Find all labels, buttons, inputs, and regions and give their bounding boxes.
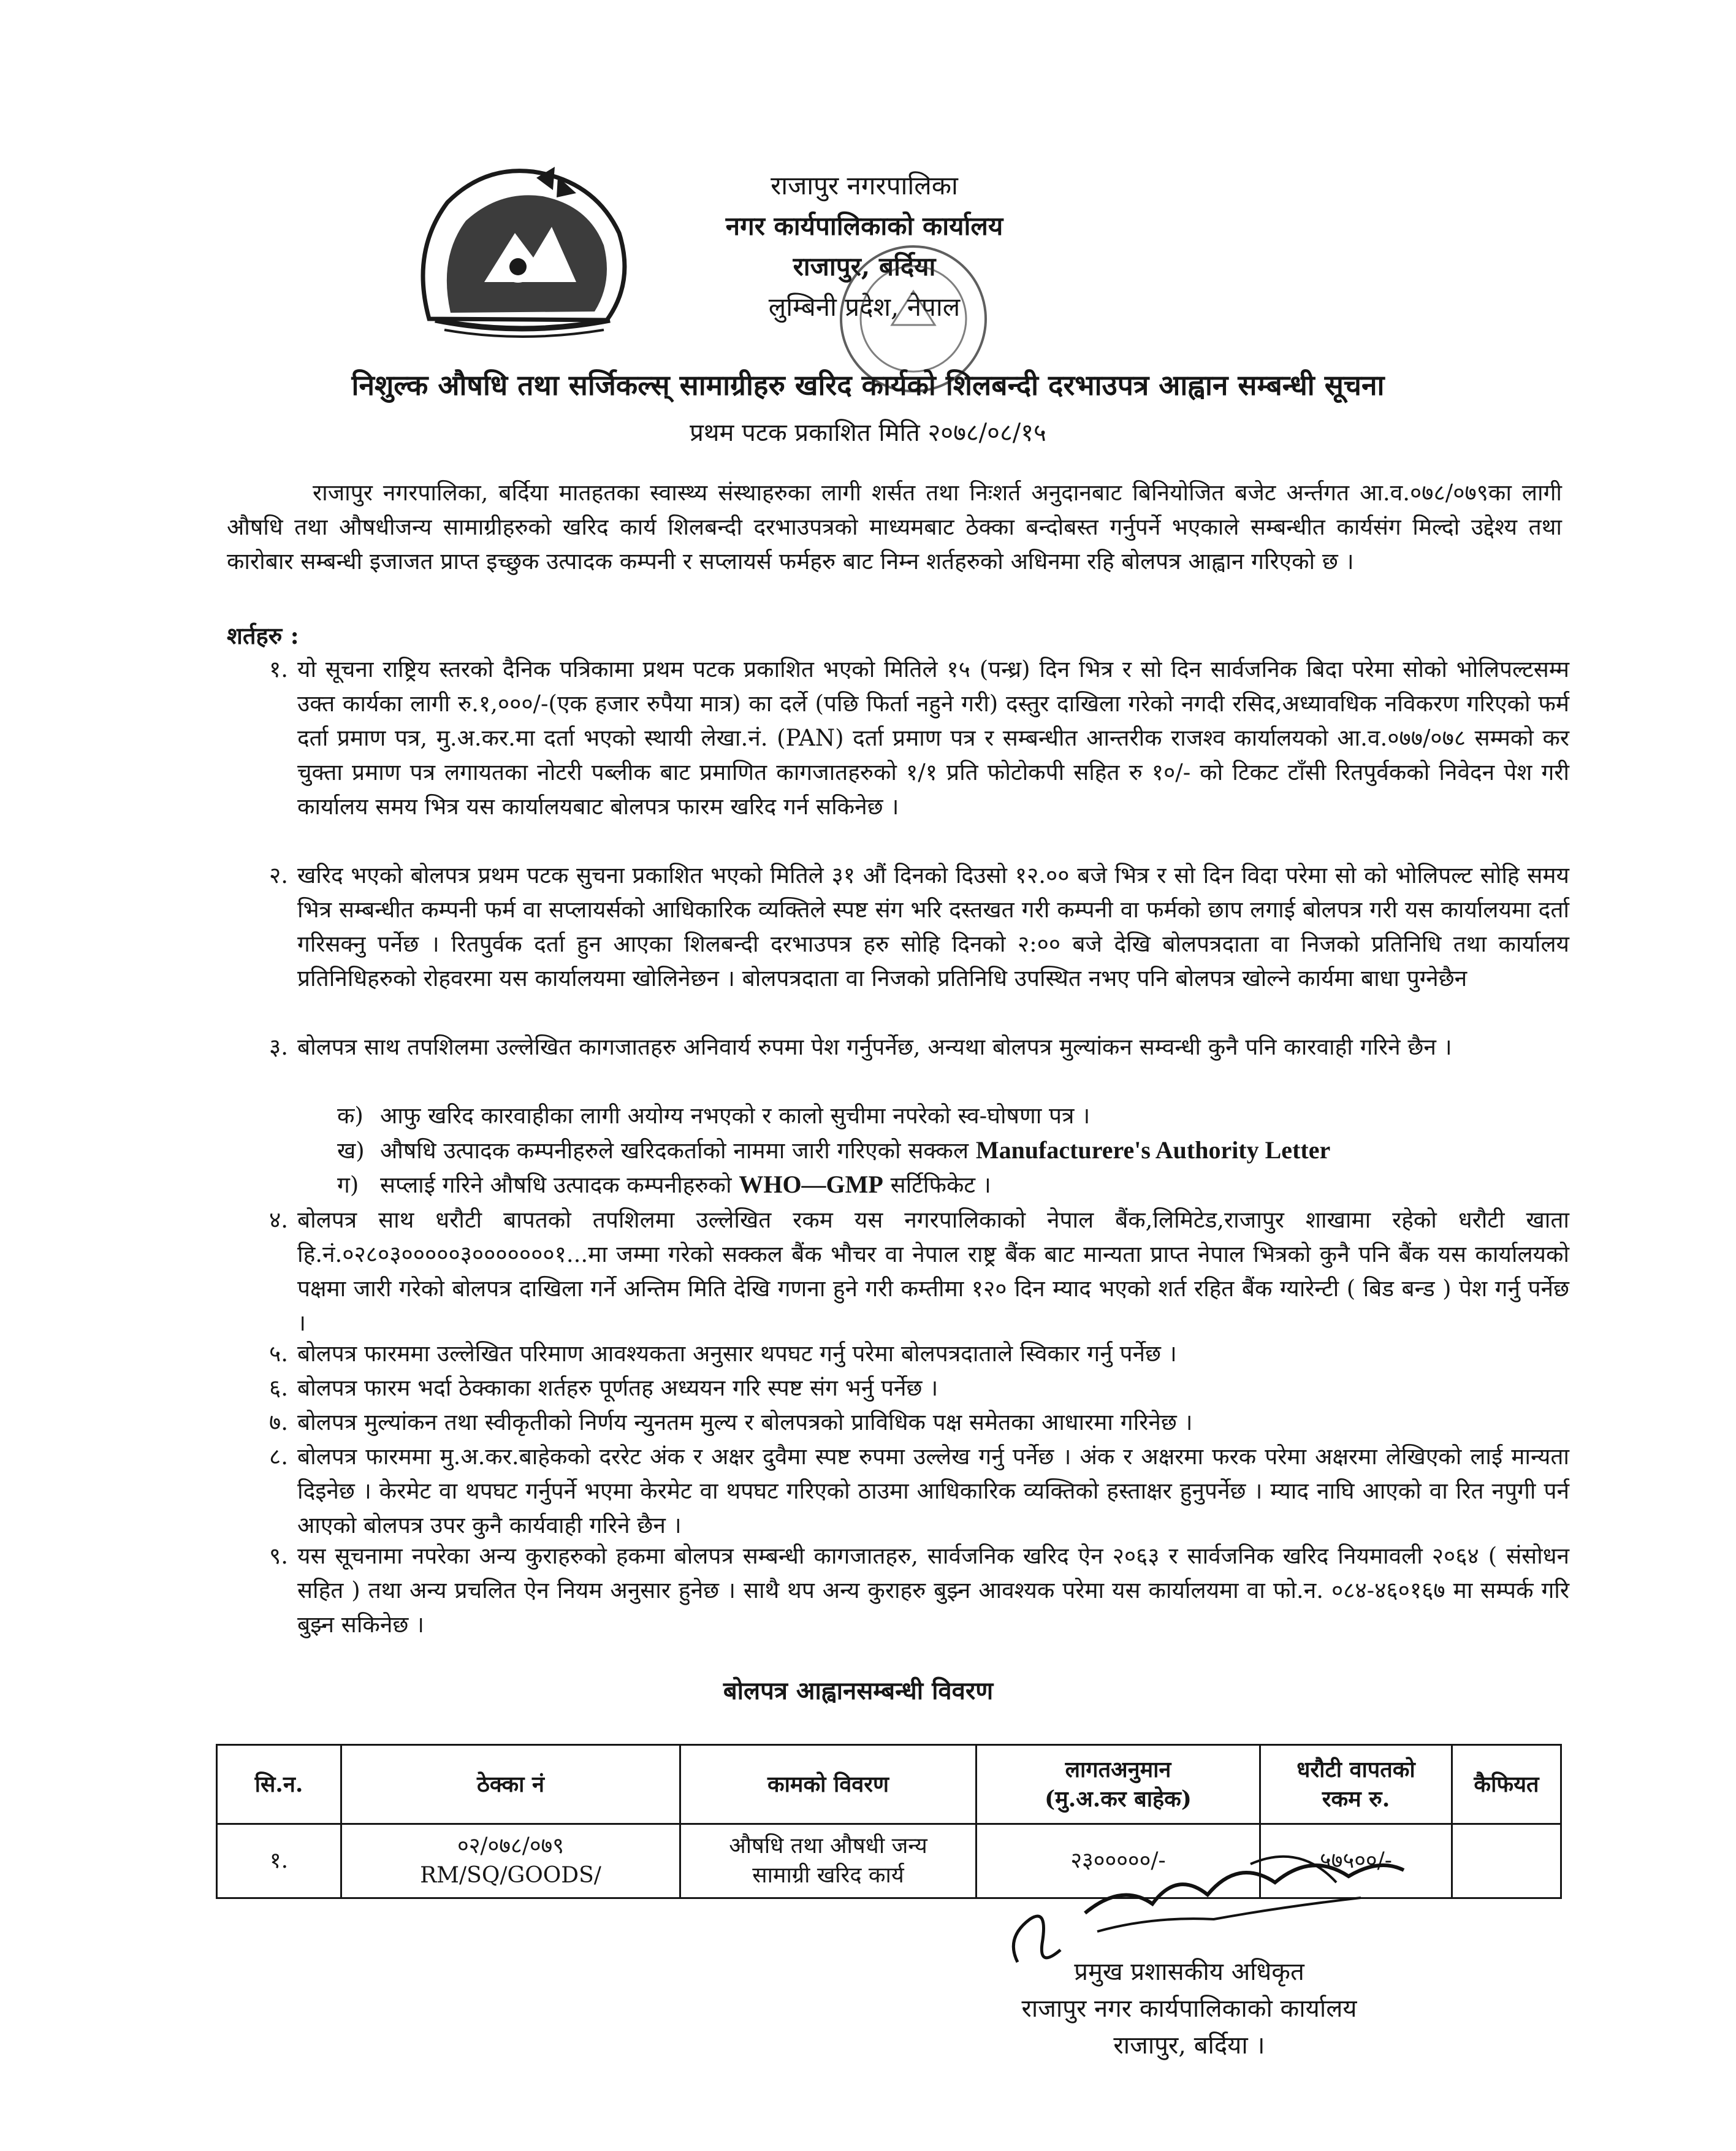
- condition-text: बोलपत्र फारममा उल्लेखित परिमाण आवश्यकता अनुसार थपघट गर्नु परेमा बोलपत्रदाताले स्विकार गर्नु पर्नेछ ।: [297, 1340, 1177, 1367]
- condition-text: खरिद भएको बोलपत्र प्रथम पटक सुचना प्रकाशित भएको मितिले ३१ औं दिनको दिउसो १२.०० बजे भित्र र सो दिन विदा परेमा सो को भोलिपल्ट सोहि समय भित्र सम्बन्धीत कम्पनी फर्म वा सप्लायर्सको आधिकारिक व्यक्तिले स्पष्ट संग भरि दस्तखत गरी कम्पनी वा फर्मको छाप लगाई बोलपत्र गरी यस कार्यालयमा दर्ता गरिसक्नु पर्नेछ । रितपुर्वक दर्ता हुन आएका शिलबन्दी दरभाउपत्र हरु सोहि दिनको २:०० बजे देखि बोलपत्रदाता वा निजको प्रतिनिधि तथा कार्यालय प्रतिनिधिहरुको रोहवरमा यस कार्यालयमा खोलिनेछन । बोलपत्रदाता वा निजको प्रतिनिधि उपस्थित नभए पनि बोलपत्र खोल्ने कार्यमा बाधा पुग्नेछैन: [297, 862, 1569, 991]
- municipality-name: राजापुर नगरपालिका: [771, 170, 958, 201]
- sub-item-latin: Manufacturere's Authority Letter: [975, 1136, 1331, 1164]
- column-header: कामको विवरण: [680, 1745, 976, 1824]
- condition-item: [239, 1539, 1569, 1642]
- column-header: ठेक्का नं: [341, 1745, 680, 1824]
- office-name: नगर कार्यपालिकाको कार्यालय: [725, 211, 1003, 241]
- condition-number: ९.: [268, 1543, 288, 1569]
- table-cell: ०२/०७८/०७९ RM/SQ/GOODS/: [341, 1824, 680, 1898]
- column-header: लागतअनुमान (मु.अ.कर बाहेक): [976, 1745, 1260, 1824]
- sub-item-text: आफु खरिद कारवाहीका लागी अयोग्य नभएको र कालो सुचीमा नपरेको स्व-घोषणा पत्र ।: [380, 1102, 1091, 1129]
- sub-item: [337, 1099, 1563, 1133]
- sub-item-latin: WHO—GMP: [739, 1171, 883, 1198]
- condition-item: [239, 652, 1569, 824]
- section-title: बोलपत्र आह्वानसम्बन्धी विवरण: [723, 1676, 994, 1705]
- condition-item: [239, 1440, 1569, 1543]
- condition-number: ३.: [268, 1034, 288, 1060]
- condition-text: बोलपत्र साथ धरौटी बापतको तपशिलमा उल्लेखित रकम यस नगरपालिकाको नेपाल बैंक,लिमिटेड,राजापुर शाखामा रहेको धरौटी खाता हि.नं.०२८०३०००००३०००००००१...मा जम्मा गरेको सक्कल बैंक भौचर वा नेपाल राष्ट्र बैंक बाट मान्यता प्राप्त नेपाल भित्रको कुनै पनि बैंक यस कार्यालयको पक्षमा जारी गरेको बोलपत्र दाखिला गर्ने अन्तिम मिति देखि गणना हुने गरी कम्तीमा १२० दिन म्याद भएको शर्त रहित बैंक ग्यारेन्टी ( बिड बन्ड ) पेश गर्नु पर्नेछ ।: [297, 1207, 1569, 1336]
- column-header: सि.न.: [217, 1745, 341, 1824]
- sub-item-text: औषधि उत्पादक कम्पनीहरुले खरिदकर्ताको नाममा जारी गरिएको सक्कल: [380, 1137, 976, 1164]
- office-location: राजापुर, बर्दिया: [793, 251, 936, 281]
- condition-text: बोलपत्र साथ तपशिलमा उल्लेखित कागजातहरु अनिवार्य रुपमा पेश गर्नुपर्नेछ, अन्यथा बोलपत्र मुल्यांकन सम्वन्धी कुनै पनि कारवाही गरिने छैन ।: [297, 1034, 1452, 1060]
- condition-item: [239, 1371, 1569, 1405]
- sub-item-suffix: सर्टिफिकेट ।: [883, 1172, 991, 1198]
- office-province: लुम्बिनी प्रदेश, नेपाल: [768, 292, 961, 322]
- condition-text: बोलपत्र फारममा मु.अ.कर.बाहेकको दररेट अंक र अक्षर दुवैमा स्पष्ट रुपमा उल्लेख गर्नु पर्नेछ । अंक र अक्षरमा फरक परेमा अक्षरमा लेखिएको लाई मान्यता दिइनेछ । केरमेट वा थपघट गर्नुपर्ने भएमा केरमेट वा थपघट गरिएको ठाउमा आधिकारिक व्यक्तिको हस्ताक्षर हुनुपर्नेछ । म्याद नाघि आएको वा रित नपुगी पर्न आएको बोलपत्र उपर कुनै कार्यवाही गरिने छैन ।: [297, 1443, 1569, 1538]
- signer-place: राजापुर, बर्दिया ।: [1113, 2031, 1265, 2060]
- condition-number: १.: [268, 656, 288, 682]
- condition-number: ६.: [268, 1375, 288, 1401]
- table-cell: [1452, 1824, 1561, 1898]
- condition-text: यस सूचनामा नपरेका अन्य कुराहरुको हकमा बोलपत्र सम्बन्धी कागजातहरु, सार्वजनिक खरिद ऐन २०६३ र सार्वजनिक खरिद नियमावली २०६४ ( संसोधन सहित ) तथा अन्य प्रचलित ऐन नियम अनुसार हुनेछ । साथै थप अन्य कुराहरु बुझ्न आवश्यक परेमा यस कार्यालयमा वा फो.न. ०८४-४६०१६७ मा सम्पर्क गरि बुझ्न सकिनेछ ।: [297, 1543, 1569, 1638]
- table-cell: १.: [217, 1824, 341, 1898]
- condition-item: [239, 1203, 1569, 1340]
- table-cell: २३०००००/-: [976, 1824, 1260, 1898]
- sub-item: [337, 1167, 1563, 1202]
- signer-office: राजापुर नगर कार्यपालिकाको कार्यालय: [1021, 1995, 1357, 2023]
- condition-item: [239, 1337, 1569, 1371]
- column-header: धरौटी वापतको रकम रु.: [1260, 1745, 1452, 1824]
- signer-designation: प्रमुख प्रशासकीय अधिकृत: [1074, 1958, 1304, 1986]
- sub-item-label: ग): [337, 1172, 359, 1198]
- condition-number: ८.: [268, 1443, 288, 1470]
- sub-item: [337, 1133, 1563, 1168]
- publication-date: प्रथम पटक प्रकाशित मिति २०७८/०८/१५: [690, 419, 1046, 447]
- condition-text: बोलपत्र मुल्यांकन तथा स्वीकृतीको निर्णय न्युनतम मुल्य र बोलपत्रको प्राविधिक पक्ष समेतका आधारमा गरिनेछ ।: [297, 1409, 1193, 1435]
- condition-text: यो सूचना राष्ट्रिय स्तरको दैनिक पत्रिकामा प्रथम पटक प्रकाशित भएको मितिले १५ (पन्ध्र) दिन भित्र र सो दिन सार्वजनिक बिदा परेमा सोको भोलिपल्टसम्म उक्त कार्यका लागी रु.१,०००/-(एक हजार रुपैया मात्र) का दर्ले (पछि फिर्ता नहुने गरी) दस्तुर दाखिला गरेको नगदी रसिद,अध्यावधिक नविकरण गरिएको फर्म दर्ता प्रमाण पत्र, मु.अ.कर.मा दर्ता भएको स्थायी लेखा.नं. (PAN) दर्ता प्रमाण पत्र र सम्बन्धीत आन्तरीक राजश्व कार्यालयको आ.व.०७७/०७८ सम्मको कर चुक्ता प्रमाण पत्र लगायतका नोटरी पब्लीक बाट प्रमाणित कागजातहरुको १/१ प्रति फोटोकपी सहित रु १०/- को टिकट टाँसी रितपुर्वकको निवेदन पेश गरी कार्यालय समय भित्र यस कार्यालयबाट बोलपत्र फारम खरिद गर्न सकिनेछ ।: [297, 656, 1569, 820]
- condition-item: [239, 858, 1569, 996]
- intro-paragraph: राजापुर नगरपालिका, बर्दिया मातहतका स्वास्थ्य संस्थाहरुका लागी शर्सत तथा निःशर्त अनुदानबाट बिनियोजित बजेट अर्न्तगत आ.व.०७८/०७९का लागी औषधि तथा औषधीजन्य सामाग्रीहरुको खरिद कार्य शिलबन्दी दरभाउपत्रको माध्यमबाट ठेक्का बन्दोबस्त गर्नुपर्ने भएकाले सम्बन्धीत कार्यसंग मिल्दो उद्देश्य तथा कारोबार सम्बन्धी इजाजत प्राप्त इच्छुक उत्पादक कम्पनी र सप्लायर्स फर्महरु बाट निम्न शर्तहरुको अधिनमा रहि बोलपत्र आह्वान गरिएको छ ।: [227, 479, 1562, 575]
- notice-title: निशुल्क औषधि तथा सर्जिकल्स् सामाग्रीहरु खरिद कार्यको शिलबन्दी दरभाउपत्र आह्वान सम्बन्धी सूचना: [351, 369, 1385, 402]
- condition-number: ४.: [268, 1207, 288, 1233]
- sub-item-label: क): [337, 1102, 364, 1129]
- sub-item-text: सप्लाई गरिने औषधि उत्पादक कम्पनीहरुको: [380, 1172, 739, 1198]
- column-header: कैफियत: [1452, 1745, 1561, 1824]
- signer-block: [956, 1954, 1422, 2064]
- table-header-row: [217, 1745, 1561, 1824]
- condition-number: २.: [268, 862, 288, 888]
- nepal-emblem-icon: [392, 159, 650, 343]
- table-cell: ५७५००/-: [1260, 1824, 1452, 1898]
- condition-item: [239, 1030, 1569, 1064]
- condition-text: बोलपत्र फारम भर्दा ठेक्काका शर्तहरु पूर्णतह अध्ययन गरि स्पष्ट संग भर्नु पर्नेछ ।: [297, 1375, 938, 1401]
- sub-item-label: ख): [337, 1137, 365, 1164]
- condition-number: ५.: [268, 1340, 288, 1367]
- condition-item: [239, 1405, 1569, 1440]
- condition-number: ७.: [268, 1409, 288, 1435]
- conditions-heading: शर्तहरु :: [227, 622, 299, 649]
- table-cell: औषधि तथा औषधी जन्य सामाग्री खरिद कार्य: [680, 1824, 976, 1898]
